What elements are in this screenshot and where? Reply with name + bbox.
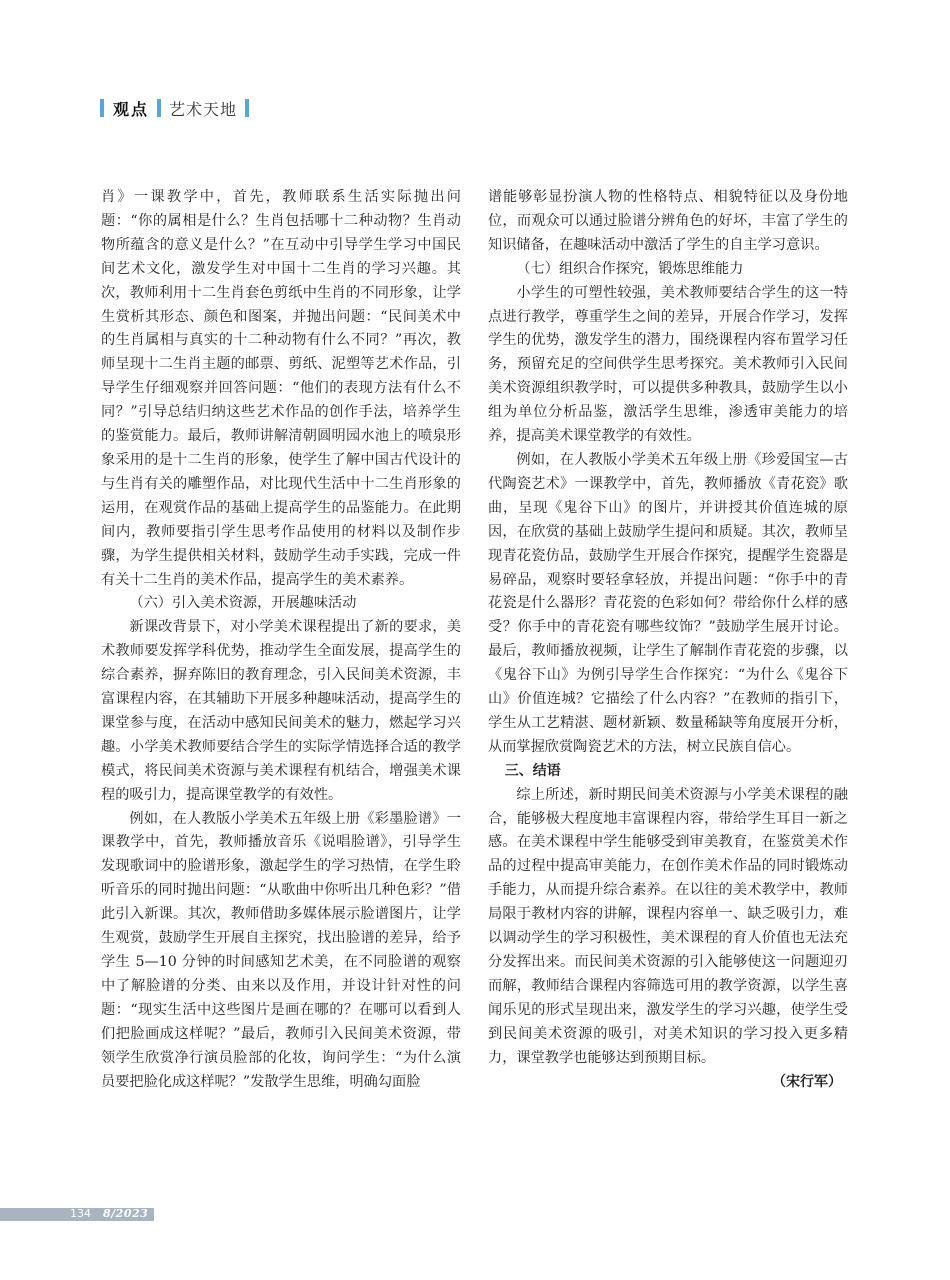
right-text-column	[488, 186, 848, 1094]
subsection-heading: （七）组织合作探究，锻炼思维能力	[516, 260, 744, 277]
header-bar-middle	[157, 99, 161, 117]
header-column-label: 艺术天地	[169, 99, 238, 119]
left-text-column	[101, 186, 461, 1094]
paragraph: 新课改背景下，对小学美术课程提出了新的要求，美术教师要发挥学科优势，推动学生全面发展，提高学生的综合素养，摒弃陈旧的教育理念，引入民间美术资源，丰富课程内容，在其辅助下开展多种趣味活动，提高学生的课堂参与度，在活动中感知民间美术的魅力，燃起学习兴趣。小学美术教师要结合学生的实际学情选择合适的教学模式，将民间美术资源与美术课程有机结合，增强美术课程的吸引力，提高课堂教学的有效性。	[101, 619, 461, 803]
page-header	[100, 96, 249, 120]
paragraph: 小学生的可塑性较强，美术教师要结合学生的这一特点进行教学，尊重学生之间的差异，开展合作学习，发挥学生的优势，激发学生的潜力，围绕课程内容布置学习任务，预留充足的空间供学生思考探究。美术教师引入民间美术资源组织教学时，可以提供多种教具，鼓励学生以小组为单位分析品鉴，激活学生思维，渗透审美能力的培养，提高美术课堂教学的有效性。	[488, 284, 848, 445]
subsection-heading: （六）引入美术资源，开展趣味活动	[129, 595, 357, 612]
paragraph: 谱能够彰显扮演人物的性格特点、相貌特征以及身份地位，而观众可以通过脸谱分辨角色的好坏，丰富了学生的知识储备，在趣味活动中激活了学生的自主学习意识。	[488, 189, 848, 253]
page-number: 134	[70, 1207, 91, 1220]
paragraph: 综上所述，新时期民间美术资源与小学美术课程的融合，能够极大程度地丰富课程内容，带给学生耳目一新之感。在美术课程中学生能够受到审美教育，在鉴赏美术作品的过程中提高审美能力，在创作美术作品的同时锻炼动手能力，从而提升综合素养。在以往的美术教学中，教师局限于教材内容的讲解，课程内容单一、缺乏吸引力，难以调动学生的学习积极性，美术课程的育人价值也无法充分发挥出来。而民间美术资源的引入能够使这一问题迎刃而解，教师结合课程内容筛选可用的教学资源，以学生喜闻乐见的形式呈现出来，激发学生的学习兴趣，使学生受到民间美术资源的吸引，对美术知识的学习投入更多精力，课堂教学也能够达到预期目标。	[488, 786, 848, 1066]
paragraph: 例如，在人教版小学美术五年级上册《彩墨脸谱》一课教学中，首先，教师播放音乐《说唱脸谱》，引导学生发现歌词中的脸谱形象，激起学生的学习热情，在学生聆听音乐的同时抛出问题：“从歌曲中你听出几种色彩？”借此引入新课。其次，教师借助多媒体展示脸谱图片，让学生观赏，鼓励学生开展自主探究，找出脸谱的差异，给予学生 5—10 分钟的时间感知艺术美，在不同脸谱的观察中了解脸谱的分类、由来以及作用，并设计针对性的问题：“现实生活中这些图片是画在哪的？在哪可以看到人们把脸画成这样呢？”最后，教师引入民间美术资源，带领学生欣赏净行演员脸部的化妆，询问学生：“为什么演员要把脸化成这样呢？”发散学生思维，明确勾面脸	[101, 810, 461, 1090]
paragraph: 肖》一课教学中，首先，教师联系生活实际抛出问题：“你的属相是什么？生肖包括哪十二种动物？生肖动物所蕴含的意义是什么？”在互动中引导学生学习中国民间艺术文化，激发学生对中国十二生肖的学习兴趣。其次，教师利用十二生肖套色剪纸中生肖的不同形象，让学生赏析其形态、颜色和图案，并抛出问题：“民间美术中的生肖属相与真实的十二种动物有什么不同？”再次，教师呈现十二生肖主题的邮票、剪纸、泥塑等艺术作品，引导学生仔细观察并回答问题：“他们的表现方法有什么不同？”引导总结归纳这些艺术作品的创作手法，培养学生的鉴赏能力。最后，教师讲解清朝圆明园水池上的喷泉形象采用的是十二生肖的形象，使学生了解中国古代设计的与生肖有关的雕塑作品，对比现代生活中十二生肖形象的运用，在观赏作品的基础上提高学生的品鉴能力。在此期间内，教师要指引学生思考作品使用的材料以及制作步骤，为学生提供相关材料，鼓励学生动手实践，完成一件有关十二生肖的美术作品，提高学生的美术素养。	[101, 189, 461, 588]
header-bar-right	[245, 99, 249, 117]
header-bar-left	[100, 99, 104, 117]
paragraph: 例如，在人教版小学美术五年级上册《珍爱国宝—古代陶瓷艺术》一课教学中，首先，教师播放《青花瓷》歌曲，呈现《鬼谷下山》的图片，并讲授其价值连城的原因，在欣赏的基础上鼓励学生提问和质疑。其次，教师呈现青花瓷仿品，鼓励学生开展合作探究，提醒学生瓷器是易碎品，观察时要轻拿轻放，并提出问题：“你手中的青花瓷是什么器形？青花瓷的色彩如何？带给你什么样的感受？你手中的青花瓷有哪些纹饰？”鼓励学生展开讨论。最后，教师播放视频，让学生了解制作青花瓷的步骤，以《鬼谷下山》为例引导学生合作探究：“为什么《鬼谷下山》价值连城？它描绘了什么内容？”在教师的指引下，学生从工艺精湛、题材新颖、数量稀缺等角度展开分析，从而掌握欣赏陶瓷艺术的方法，树立民族自信心。	[488, 451, 848, 755]
header-section-label: 观点	[113, 99, 150, 119]
author-signature: （宋行军）	[772, 1073, 842, 1090]
section-heading: 三、结语	[504, 762, 561, 779]
issue-label: 8/2023	[103, 1207, 149, 1220]
